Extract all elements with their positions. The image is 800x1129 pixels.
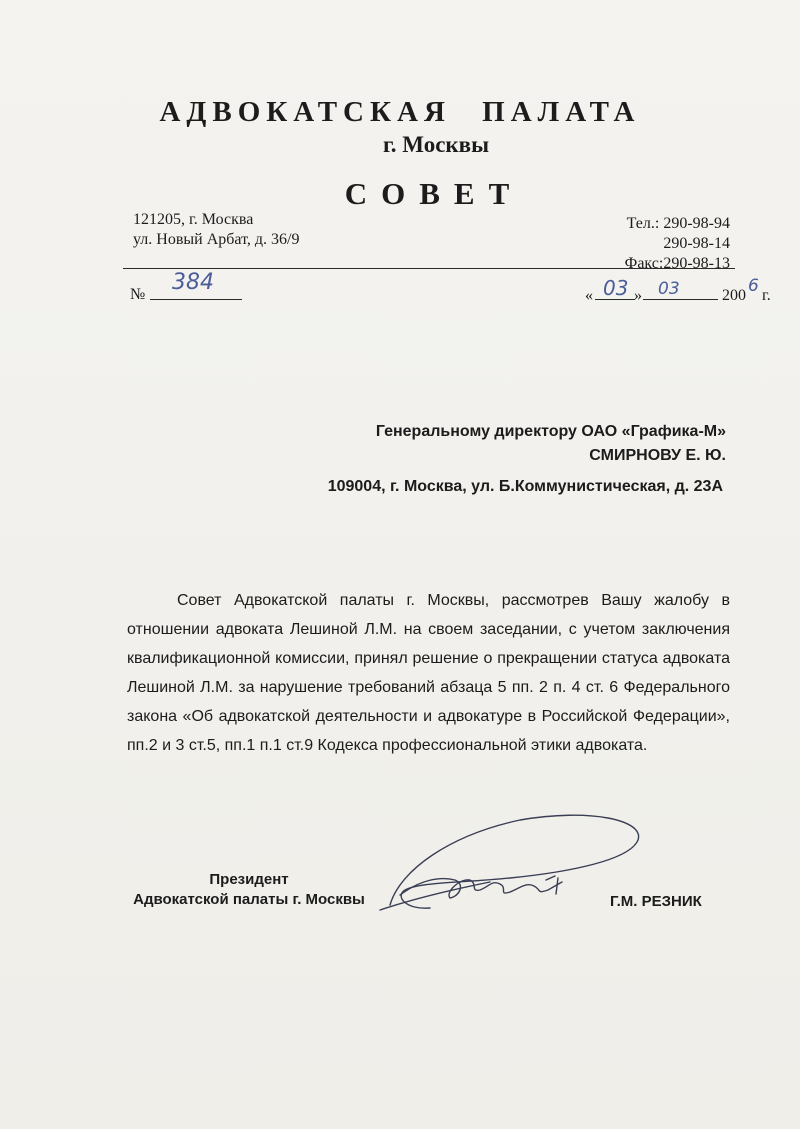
- organization-city: г. Москвы: [382, 132, 490, 157]
- year-suffix: г.: [762, 287, 771, 304]
- signatory-name: Г.М. РЕЗНИК: [610, 893, 702, 910]
- recipient-block: [376, 420, 726, 468]
- signatory-title: [120, 870, 378, 910]
- signatory-title-line-2: Адвокатской палаты г. Москвы: [133, 891, 365, 908]
- month-underline: [643, 299, 718, 300]
- phone-1: Тел.: 290-98-94: [626, 215, 730, 232]
- date-close-quote: »: [634, 287, 642, 304]
- handwritten-year-digit: 6: [748, 276, 759, 296]
- recipient-address: 109004, г. Москва, ул. Б.Коммунистическая, д. 23А: [327, 478, 723, 495]
- year-prefix: 200: [722, 287, 746, 304]
- phone-2: 290-98-14: [663, 235, 730, 252]
- number-label: №: [130, 286, 146, 303]
- signatory-title-line-1: Президент: [209, 871, 289, 888]
- date-open-quote: «: [585, 287, 593, 304]
- header-divider: [123, 268, 735, 269]
- council-heading: СОВЕТ: [344, 176, 524, 211]
- handwritten-signature: [370, 810, 650, 930]
- signature-loop-stroke: [390, 815, 639, 908]
- address-line-2: ул. Новый Арбат, д. 36/9: [133, 231, 300, 248]
- fax: Факс:290-98-13: [624, 255, 730, 272]
- handwritten-number: 384: [172, 270, 214, 295]
- organization-title: АДВОКАТСКАЯ ПАЛАТА: [159, 96, 641, 128]
- handwritten-month: 03: [658, 279, 680, 299]
- recipient-position: Генеральному директору ОАО «Графика-М»: [375, 423, 726, 440]
- contact-block: [625, 214, 730, 274]
- recipient-name: СМИРНОВУ Е. Ю.: [589, 447, 726, 464]
- number-underline: [150, 299, 242, 300]
- signature-body-stroke: [400, 879, 562, 898]
- sender-address: [133, 210, 299, 250]
- letter-body: Совет Адвокатской палаты г. Москвы, рассмотрев Вашу жалобу в отношении адвоката Лешиной Л.М. на своем заседании, с учетом заключения квалификационной комиссии, принял решение о прекращении статуса адвоката Лешиной Л.М. за нарушение требований абзаца 5 пп. 2 п. 4 ст. 6 Федерального закона «Об адвокатской деятельности и адвокатуре в Российской Федерации», пп.2 и 3 ст.5, пп.1 п.1 ст.9 Кодекса профессиональной этики адвоката.: [127, 592, 730, 754]
- handwritten-day: 03: [603, 276, 629, 300]
- address-line-1: 121205, г. Москва: [133, 211, 254, 228]
